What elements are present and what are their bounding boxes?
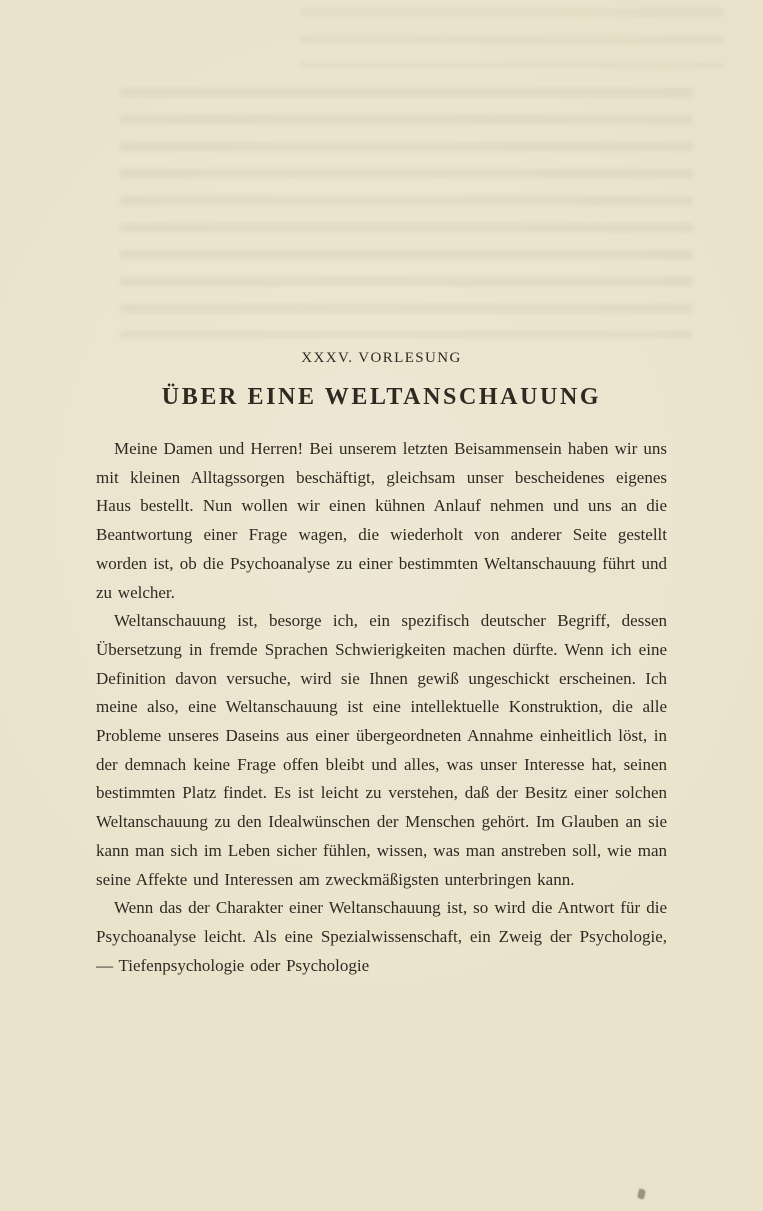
- body-text: [96, 435, 667, 980]
- section-heading: XXXV. VORLESUNG: [301, 350, 462, 366]
- scan-smudge-artifact: [637, 1188, 646, 1199]
- page-showthrough-artifact: [120, 88, 693, 338]
- paragraph: Meine Damen und Herren! Bei unserem letzten Beisammensein haben wir uns mit kleinen Alltagssorgen beschäftigt, gleichsam unser bescheidenes eigenes Haus bestellt. Nun wollen wir einen kühnen Anlauf nehmen und uns an die Beantwortung einer Frage wagen, die wiederholt von anderer Seite gestellt worden ist, ob die Psychoanalyse zu einer bestimmten Weltanschauung führt und zu welcher.: [96, 439, 667, 602]
- page-text-block: [96, 350, 667, 980]
- paragraph: Weltanschauung ist, besorge ich, ein spezifisch deutscher Begriff, dessen Übersetzung in fremde Sprachen Schwierigkeiten machen dürfte. Wenn ich eine Definition davon versuche, wird sie Ihnen gewiß ungeschickt erscheinen. Ich meine also, eine Weltanschauung ist eine intellektuelle Konstruktion, die alle Probleme unseres Daseins aus einer übergeordneten Annahme einheitlich löst, in der demnach keine Frage offen bleibt und alles, was unser Interesse hat, seinen bestimmten Platz findet. Es ist leicht zu verstehen, daß der Besitz einer solchen Weltanschauung zu den Idealwünschen der Menschen gehört. Im Glauben an sie kann man sich im Leben sicher fühlen, wissen, was man anstreben soll, wie man seine Affekte und Interessen am zweckmäßigsten unterbringen kann.: [96, 611, 667, 889]
- page-title: ÜBER EINE WELTANSCHAUUNG: [161, 384, 602, 410]
- page-showthrough-artifact: [300, 8, 723, 68]
- paragraph: Wenn das der Charakter einer Weltanschauung ist, so wird die Antwort für die Psychoanalyse leicht. Als eine Spezialwissenschaft, ein Zweig der Psychologie, — Tiefenpsychologie oder Psychologie: [96, 898, 667, 975]
